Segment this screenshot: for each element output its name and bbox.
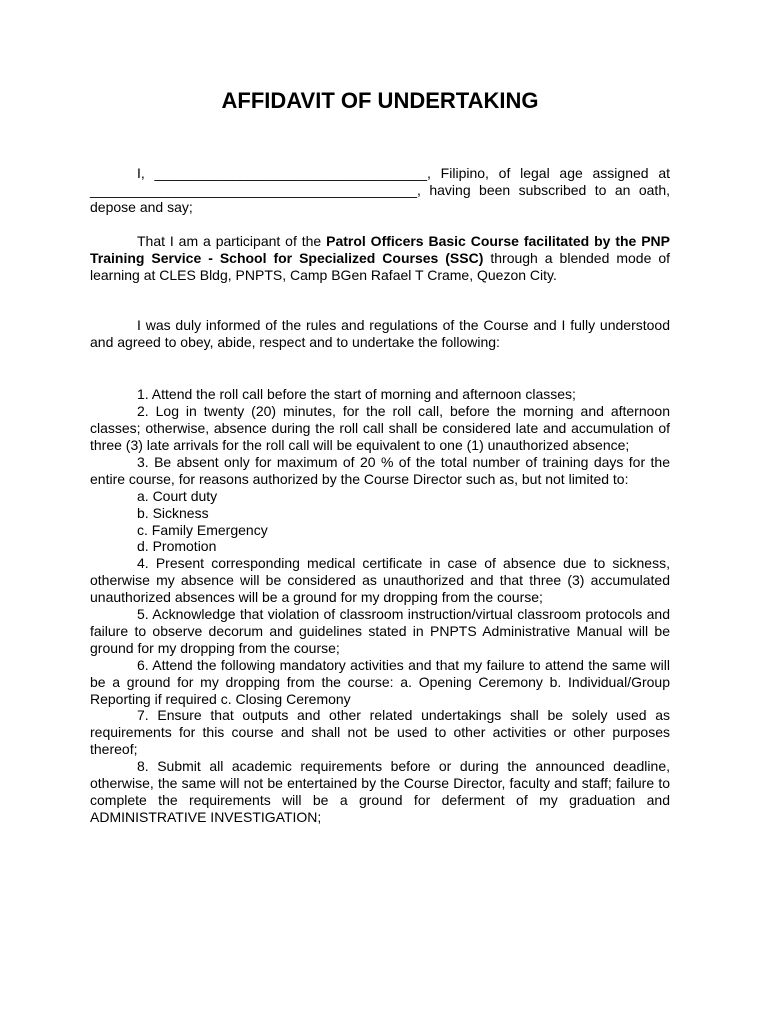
list-item: 2. Log in twenty (20) minutes, for the roll call, before the morning and afternoon classes; otherwise, absence during the roll call shall be considered late and accumulation of three (3) late arrivals for the roll call will be equivalent to one (1) unauthorized absence; [90, 403, 670, 453]
reason-item: c. Family Emergency [137, 521, 268, 538]
name-blank: ___________________________________ [154, 165, 428, 181]
list-item: 4. Present corresponding medical certificate in case of absence due to sickness, otherwise my absence will be considered as unauthorized and that three (3) accumulated unauthorized absences will be a ground for my dropping from the course; [90, 555, 670, 606]
informed-paragraph: I was duly informed of the rules and regulations of the Course and I fully understood and agreed to obey, abide, respect and to undertake the following: [90, 317, 670, 351]
list-item: 6. Attend the following mandatory activities and that my failure to attend the same will be a ground for my dropping from the course: a. Opening Ceremony b. Individual/Group Reporting if required c. Closing Ceremony [90, 656, 670, 707]
reason-item: b. Sickness [137, 504, 209, 521]
intro-after-assignment: , having been subscribed to an oath, depose and say; [90, 181, 670, 215]
assignment-blank: __________________________________________ [90, 181, 418, 198]
intro-prefix: I, [137, 165, 155, 181]
intro-after-name: , Filipino, of legal age assigned at [427, 165, 670, 181]
participant-paragraph [90, 233, 670, 284]
reason-item: d. Promotion [137, 538, 217, 555]
course-name: Patrol Officers Basic Course facilitated by the PNP Training Service - School for Specialized Courses (SSC) [90, 232, 670, 266]
list-item: 7. Ensure that outputs and other related undertakings shall be solely used as requirements for this course and shall not be used to other activities or other purposes thereof; [90, 707, 670, 758]
list-item: 8. Submit all academic requirements before or during the announced deadline, otherwise, the same will not be entertained by the Course Director, faculty and staff; failure to complete the requirements will be a ground for deferment of my graduation and ADMINISTRATIVE INVESTIGATION; [90, 758, 670, 825]
list-item: 5. Acknowledge that violation of classroom instruction/virtual classroom protocols and failure to observe decorum and guidelines stated in PNPTS Administrative Manual will be ground for my dropping from the course; [90, 606, 670, 656]
intro-paragraph [90, 165, 670, 216]
document-title: AFFIDAVIT OF UNDERTAKING [221, 88, 539, 113]
list-item: 1. Attend the roll call before the start of morning and afternoon classes; [137, 386, 576, 403]
participant-suffix: through a blended mode of learning at CLES Bldg, PNPTS, Camp BGen Rafael T Crame, Quezon City. [90, 249, 670, 283]
undertaking-list [90, 386, 670, 826]
document-body [90, 165, 670, 826]
list-item: 3. Be absent only for maximum of 20 % of the total number of training days for the entire course, for reasons authorized by the Course Director such as, but not limited to: [90, 453, 670, 487]
participant-prefix: That I am a participant of the [137, 232, 327, 249]
reason-item: a. Court duty [137, 487, 218, 504]
